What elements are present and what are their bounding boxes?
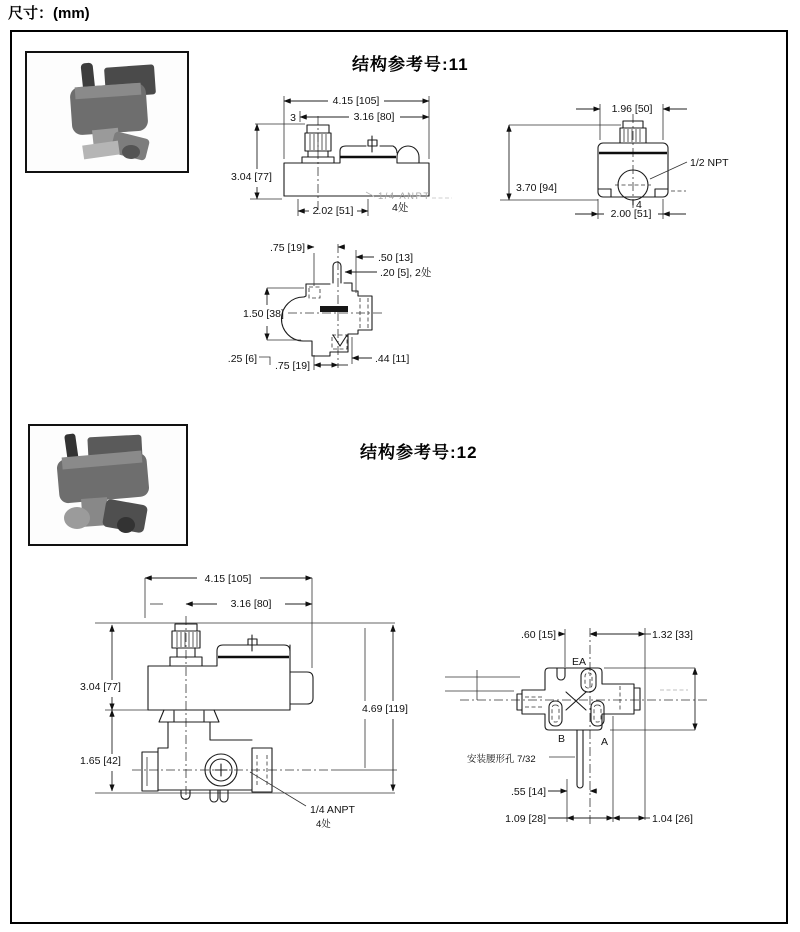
port-label-12: 1/4 ANPT: [310, 804, 355, 816]
dim-11-height: 3.04 [77]: [231, 171, 272, 183]
drawing-11-side-view: [231, 95, 452, 217]
conduit-label-11: 1/2 NPT: [690, 157, 729, 169]
dim-11-top-width: 4.15 [105]: [332, 95, 380, 107]
port-b-label: B: [558, 733, 566, 745]
drawing-12-bottom-view: [445, 628, 708, 826]
dim-11-coil-width: 3.16 [80]: [353, 111, 395, 123]
drawing-12-side-view: [80, 573, 408, 830]
dim-11b-right2: .20 [5], 2处: [380, 267, 432, 279]
slot-detail: [320, 306, 348, 312]
dim-12b-bottom2: 1.09 [28]: [505, 813, 546, 825]
dim-11b-top-left: .75 [19]: [269, 242, 305, 254]
dim-12-height-lower: 1.65 [42]: [80, 755, 121, 767]
dim-11b-bottom-right: .44 [11]: [375, 353, 410, 365]
section-12-title: 结构参考号:12: [360, 443, 478, 462]
drawing-11-bottom-view: [228, 242, 432, 372]
coil-callout-11: 3: [290, 112, 296, 124]
dim-11b-bottom: .75 [19]: [274, 360, 310, 372]
dim-12-height-upper: 3.04 [77]: [80, 681, 121, 693]
drawing-11-end-view: [500, 103, 729, 220]
port-places-12: 4处: [316, 819, 331, 830]
port-count-11: 4: [636, 199, 642, 211]
dim-11b-right1: .50 [13]: [378, 252, 414, 264]
dim-12-coil-width: 3.16 [80]: [230, 598, 272, 610]
units-label: 尺寸：(mm): [8, 5, 90, 22]
dim-12b-bottom3: 1.04 [26]: [652, 813, 693, 825]
dim-11end-top-width: 1.96 [50]: [611, 103, 653, 115]
dim-12-total-height: 4.69 [119]: [362, 703, 408, 715]
dim-12b-top-left: .60 [15]: [520, 629, 556, 641]
dim-11b-bottom-left: .25 [6]: [227, 353, 257, 365]
port-ea-label: EA: [572, 656, 587, 668]
port-label-11-faded: 1/4 ANPT: [378, 191, 431, 202]
port-places-11: 4处: [392, 202, 409, 214]
dim-12-top-width: 4.15 [105]: [204, 573, 252, 585]
dim-11-mount-width: 2.02 [51]: [312, 205, 354, 217]
dim-11b-left: 1.50 [38]: [243, 308, 284, 320]
dim-11end-bottom-width: 2.00 [51]: [610, 208, 652, 220]
dim-11end-height: 3.70 [94]: [516, 182, 557, 194]
port-a-label: A: [601, 736, 609, 748]
dim-12b-bottom1: .55 [14]: [510, 786, 546, 798]
dim-12b-top-right: 1.32 [33]: [652, 629, 693, 641]
mount-hole-label: 安装腰形孔 7/32: [467, 754, 536, 765]
section-11-title: 结构参考号:11: [352, 55, 469, 74]
